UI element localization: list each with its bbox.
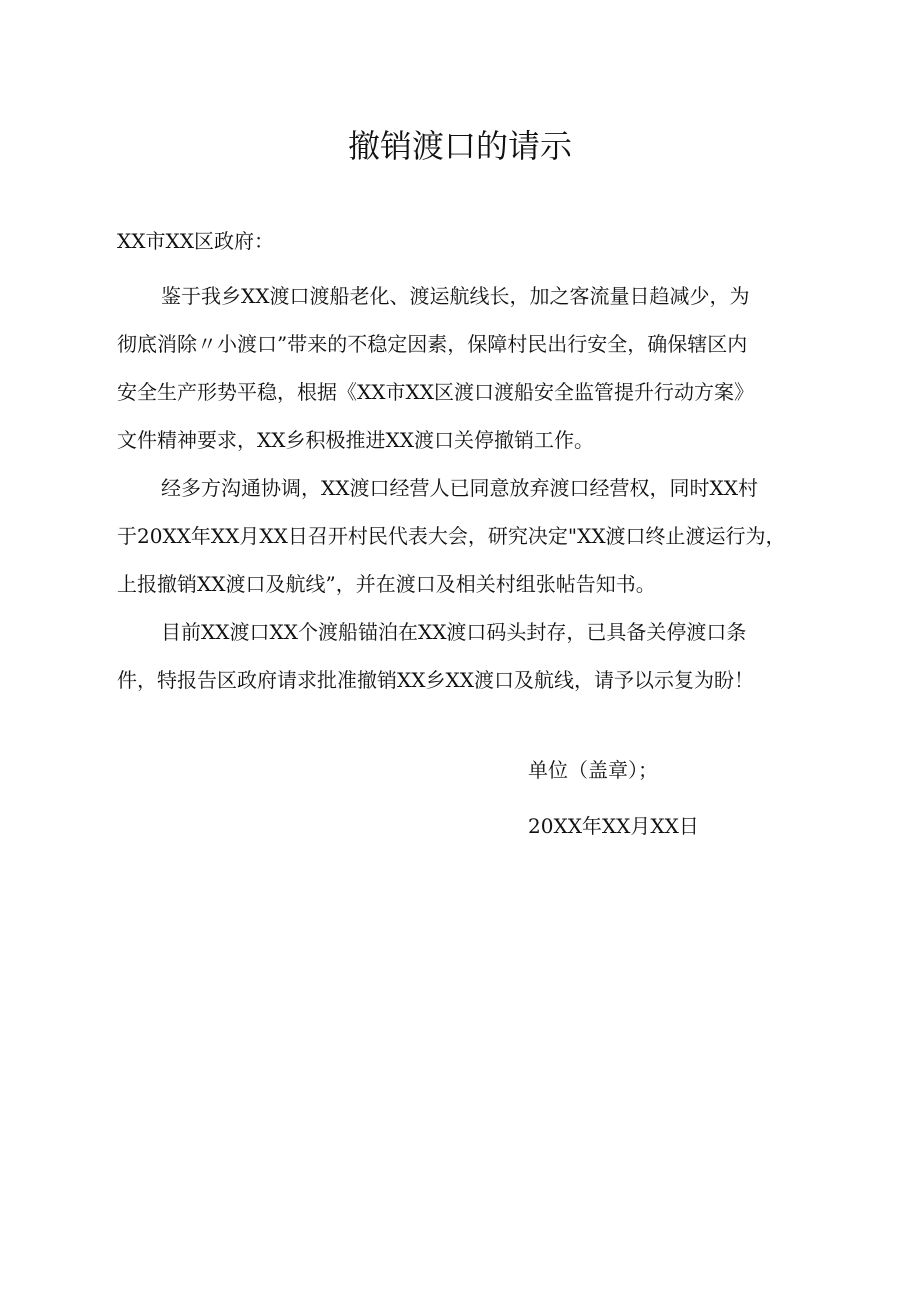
paragraph-1-line-2: 彻底消除〃小渡口”带来的不稳定因素，保障村民出行安全，确保辖区内 (117, 332, 748, 356)
paragraph-1-line-1: 鉴于我乡XX渡口渡船老化、渡运航线长，加之客流量日趋减少，为 (161, 284, 750, 308)
paragraph-1-line-4: 文件精神要求，XX乡积极推进XX渡口关停撤销工作。 (117, 428, 594, 452)
paragraph-3-line-2: 件，特报告区政府请求批准撤销XX乡XX渡口及航线，请予以示复为盼！ (117, 668, 754, 692)
paragraph-2-line-2: 于20XX年XX月XX日召开村民代表大会，研究决定"XX渡口终止渡运行为， (117, 524, 786, 548)
paragraph-2-line-3: 上报撤销XX渡口及航线”，并在渡口及相关村组张帖告知书。 (117, 572, 656, 596)
document-title: 撤销渡口的请示 (347, 127, 572, 165)
document-body (117, 272, 817, 704)
paragraph-2-line-1: 经多方沟通协调，XX渡口经营人已同意放弃渡口经营权，同时XX村 (161, 476, 758, 500)
paragraph-3-line-1: 目前XX渡口XX个渡船锚泊在XX渡口码头封存，已具备关停渡口条 (161, 620, 747, 644)
paragraph-1-line-3: 安全生产形势平稳，根据《XX市XX区渡口渡船安全监管提升行动方案》 (117, 380, 754, 404)
signature-date: 20XX年XX月XX日 (528, 814, 699, 838)
signature-block (528, 752, 828, 844)
signature-unit: 单位（盖章）； (528, 758, 658, 782)
salutation: XX市XX区政府： (117, 229, 274, 253)
